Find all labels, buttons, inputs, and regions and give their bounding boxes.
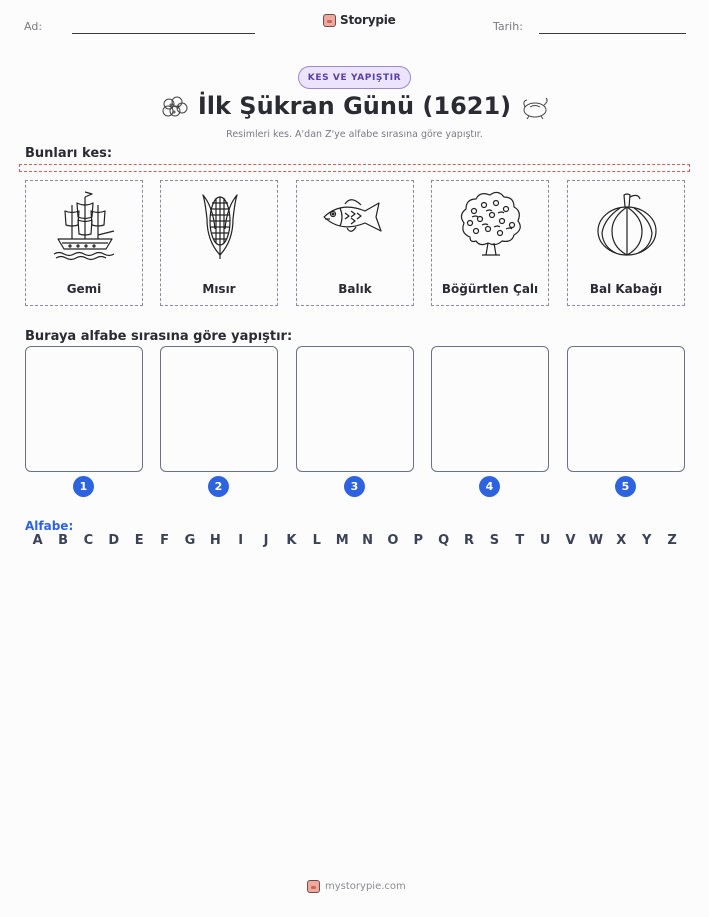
paste-number-4: 4 [479, 476, 500, 497]
alphabet-letter: K [286, 533, 297, 548]
alphabet-letter: B [58, 533, 69, 548]
paste-box-2[interactable] [160, 346, 278, 472]
alphabet-letter: H [209, 533, 221, 548]
cut-card-pumpkin[interactable] [567, 180, 685, 306]
paste-number-1: 1 [73, 476, 94, 497]
alphabet-letter: S [489, 533, 500, 548]
paste-box-1[interactable] [25, 346, 143, 472]
card-label: Böğürtlen Çalı [441, 282, 539, 296]
alphabet-letter: G [184, 533, 196, 548]
card-label: Mısır [202, 282, 236, 296]
cut-line [19, 164, 690, 172]
turkey-decoration-icon [519, 95, 551, 121]
cut-card-corn[interactable] [160, 180, 278, 306]
alphabet-letter: Z [667, 533, 677, 548]
alphabet-letter: C [83, 533, 94, 548]
fish-icon [321, 189, 391, 261]
alphabet-letter: Y [641, 533, 652, 548]
activity-badge: KES VE YAPIŞTIR [298, 66, 411, 89]
cut-card-fish[interactable] [296, 180, 414, 306]
footer-link[interactable]: mystorypie.com [325, 881, 406, 892]
pig-icon [307, 880, 320, 893]
alphabet-letter: A [32, 533, 43, 548]
alphabet-row [25, 533, 685, 548]
card-label: Gemi [66, 282, 102, 296]
paste-box-3[interactable] [296, 346, 414, 472]
alphabet-letter: Q [438, 533, 450, 548]
card-label: Bal Kabağı [589, 282, 663, 296]
alphabet-letter: T [515, 533, 525, 548]
date-write-line [539, 33, 686, 34]
paste-number-5: 5 [615, 476, 636, 497]
footer [307, 880, 406, 893]
alphabet-letter: D [108, 533, 120, 548]
cut-card-ship[interactable] [25, 180, 143, 306]
name-label: Ad: [24, 20, 43, 33]
ship-icon [50, 189, 120, 261]
cut-card-blackberry-bush[interactable] [431, 180, 549, 306]
alphabet-letter: O [387, 533, 399, 548]
cut-heading: Bunları kes: [25, 146, 113, 161]
alphabet-letter: E [134, 533, 144, 548]
paste-number-3: 3 [344, 476, 365, 497]
card-label: Balık [338, 282, 372, 296]
alphabet-title: Alfabe: [25, 519, 74, 533]
alphabet-letter: U [539, 533, 551, 548]
paste-heading: Buraya alfabe sırasına göre yapıştır: [25, 329, 293, 344]
corn-icon [185, 189, 255, 261]
alphabet-letter: P [413, 533, 424, 548]
brand-name: Storypie [340, 13, 396, 27]
alphabet-letter: J [263, 533, 269, 548]
name-write-line [72, 33, 255, 34]
brand-logo [323, 13, 396, 27]
date-label: Tarih: [493, 20, 523, 33]
paste-number-2: 2 [208, 476, 229, 497]
paste-box-5[interactable] [567, 346, 685, 472]
alphabet-letter: L [312, 533, 321, 548]
paste-box-4[interactable] [431, 346, 549, 472]
alphabet-letter: W [588, 533, 604, 548]
alphabet-letter: X [616, 533, 627, 548]
instructions: Resimleri kes. A'dan Z'ye alfabe sırasına göre yapıştır. [226, 129, 483, 140]
alphabet-letter: F [160, 533, 169, 548]
page-title: İlk Şükran Günü (1621) [197, 92, 512, 120]
alphabet-letter: M [335, 533, 349, 548]
blackberry-bush-icon [456, 189, 526, 261]
pig-icon [323, 14, 336, 27]
alphabet-letter: I [238, 533, 244, 548]
alphabet-letter: V [565, 533, 576, 548]
pumpkin-icon [592, 189, 662, 261]
alphabet-letter: R [464, 533, 475, 548]
alphabet-letter: N [362, 533, 373, 548]
